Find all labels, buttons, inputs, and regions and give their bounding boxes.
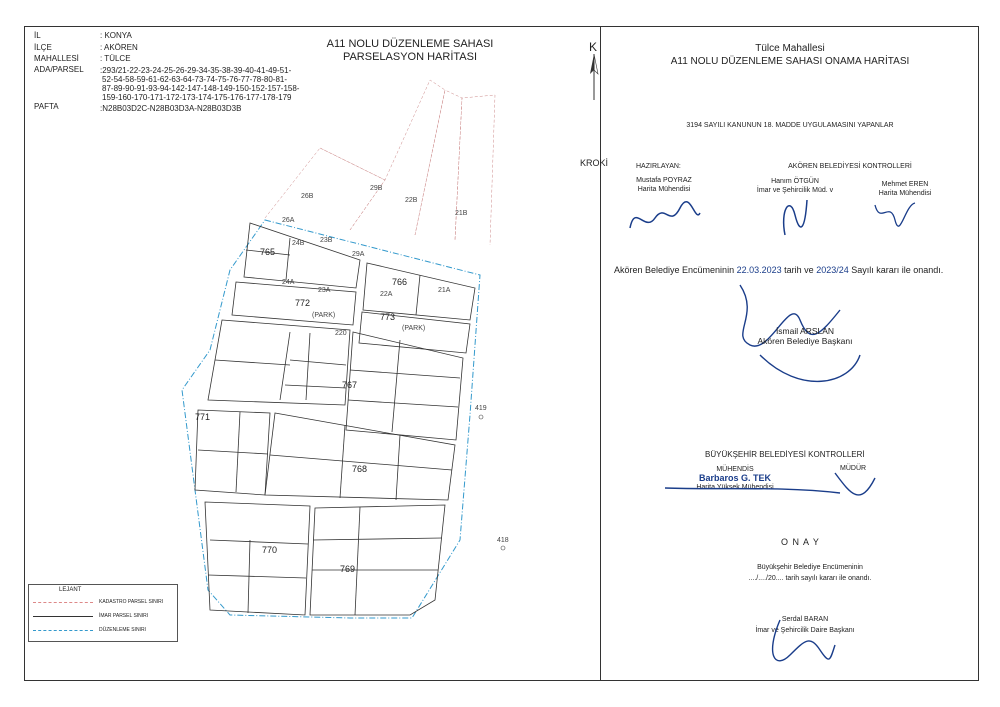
road-220: 220: [335, 330, 347, 337]
decision-mid: tarih ve: [784, 265, 814, 275]
metro-p2-role: MÜDÜR: [840, 465, 867, 472]
legend-label: KADASTRO PARSEL SINIRI: [99, 599, 164, 605]
block-767: 767: [342, 380, 358, 390]
akoren-p1-name: Hanım ÖTGÜN: [771, 178, 819, 185]
legend-line-icon: [33, 616, 93, 617]
parcel-29A: 29A: [352, 251, 365, 258]
decision-line: [614, 265, 943, 275]
akoren-p1-title: İmar ve Şehircilik Müd. v: [756, 187, 834, 194]
right-title: [620, 42, 960, 68]
mayor-name: İsmail ARSLAN: [775, 326, 835, 336]
block-768: 768: [352, 464, 368, 474]
legend-title: LEJANT: [59, 587, 82, 593]
right-title-line2: A11 NOLU DÜZENLEME SAHASI ONAMA HARİTASI: [670, 56, 910, 67]
prepared-label: HAZIRLAYAN:: [636, 163, 681, 170]
right-title-line1: Tülce Mahallesi: [755, 43, 825, 54]
parcel-24B: 24B: [292, 240, 305, 247]
prepared-title: Harita Mühendisi: [637, 186, 691, 193]
decision-suffix: Sayılı kararı ile onandı.: [851, 265, 944, 275]
parcel-22A: 22A: [380, 291, 393, 298]
approval-line2: ..../..../20.... tarih sayılı kararı ile onandı.: [748, 575, 872, 582]
mayor-title: Akören Belediye Başkanı: [757, 336, 853, 346]
metro-controls-label: BÜYÜKŞEHİR BELEDİYESİ KONTROLLERİ: [705, 450, 865, 459]
legend-line-icon: [33, 630, 93, 631]
legend-item-cadastre: [33, 599, 163, 605]
ada-line3: 87-89-90-91-93-94-142-147-148-149-150-152-157-158-: [102, 84, 300, 93]
point-418: 418: [497, 537, 509, 544]
map-title-line2: PARSELASYON HARİTASI: [342, 51, 478, 63]
signature-metro: [660, 468, 890, 518]
parcel-23B: 23B: [320, 237, 333, 244]
metro-p1-name: Barbaros G. TEK: [698, 473, 772, 483]
decision-prefix: Akören Belediye Encümeninin: [614, 265, 735, 275]
approval-line1: Büyükşehir Belediye Encümeninin: [757, 564, 863, 571]
il-label: İL: [34, 31, 41, 40]
ada-label: ADA/PARSEL: [34, 65, 84, 74]
block-773: 773: [380, 312, 396, 322]
signature-poyraz: [625, 198, 705, 238]
kroki-label: KROKİ: [580, 158, 609, 168]
mahalle-value: : TÜLCE: [100, 54, 131, 63]
approval-label: O N A Y: [781, 537, 820, 547]
block-771: 771: [195, 412, 211, 422]
ilce-label: İLÇE: [34, 43, 52, 52]
parcel-21B: 21B: [455, 210, 468, 217]
legend-item-regulation: [33, 627, 146, 633]
il-value: : KONYA: [100, 31, 132, 40]
parcel-26B: 26B: [301, 193, 314, 200]
park-label-1: (PARK): [312, 312, 336, 319]
sheet-divider: [600, 26, 601, 681]
legend-label: DÜZENLEME SINIRI: [99, 627, 146, 633]
parcel-26A: 26A: [282, 217, 295, 224]
regulation-boundary: [182, 220, 480, 618]
signature-eren: [870, 195, 920, 230]
map-title: [305, 38, 515, 64]
pafta-label: PAFTA: [34, 102, 59, 111]
ada-line1: :293/21-22-23-24-25-26-29-34-35-38-39-40-41-49-51-: [100, 66, 292, 75]
prepared-person: [614, 176, 714, 194]
ilce-value: : AKÖREN: [100, 43, 138, 52]
north-arrow-icon: [584, 52, 604, 102]
block-772: 772: [295, 298, 311, 308]
legend-box: [28, 584, 178, 642]
metro-p1-role: MÜHENDİS: [716, 466, 754, 473]
legend-item-zoning: [33, 613, 148, 619]
upper-cadastral-strips: [265, 80, 495, 245]
parcel-21A: 21A: [438, 287, 451, 294]
point-418-marker: [501, 546, 505, 550]
approval-name: Serdal BARAN: [781, 616, 829, 623]
pafta-value: :N28B03D2C-N28B03D3A-N28B03D3B: [100, 104, 242, 113]
map-title-line1: A11 NOLU DÜZENLEME SAHASI: [326, 38, 494, 50]
legend-label: İMAR PARSEL SINIRI: [99, 613, 149, 619]
prepared-name: Mustafa POYRAZ: [636, 177, 692, 184]
akoren-controls-label: AKÖREN BELEDİYESİ KONTROLLERİ: [788, 163, 912, 170]
legend-line-icon: [33, 602, 93, 603]
block-765: 765: [260, 247, 276, 257]
parcel-29B: 29B: [370, 185, 383, 192]
parcel-22B: 22B: [405, 197, 418, 204]
north-label: K: [589, 40, 598, 54]
block-766: 766: [392, 277, 408, 287]
mayor-block: [735, 326, 875, 346]
approval-title: İmar ve Şehircilik Daire Başkanı: [755, 627, 855, 634]
signature-baran: [750, 615, 840, 675]
parcel-map: [170, 70, 509, 630]
block-769: 769: [340, 564, 356, 574]
akoren-p2-name: Mehmet EREN: [881, 181, 929, 188]
decision-date: 22.03.2023: [736, 265, 782, 275]
park-label-2: (PARK): [402, 325, 426, 332]
signature-otgun: [775, 190, 815, 240]
approval-text: [700, 562, 920, 584]
ada-line2: 52-54-58-59-61-62-63-64-73-74-75-76-77-78-80-81-: [102, 75, 287, 84]
metro-p1-title: Harita Yüksek Mühendisi: [696, 484, 774, 491]
ada-line4: 159-160-170-171-172-173-174-175-176-177-178-179: [102, 93, 292, 102]
law-text: 3194 SAYILI KANUNUN 18. MADDE UYGULAMASINI YAPANLAR: [686, 122, 894, 129]
mahalle-label: MAHALLESİ: [34, 54, 79, 63]
zoning-blocks: [195, 223, 475, 615]
parcel-24A: 24A: [282, 279, 295, 286]
point-419-marker: [479, 415, 483, 419]
decision-no: 2023/24: [816, 265, 849, 275]
point-419: 419: [475, 405, 487, 412]
block-770: 770: [262, 545, 278, 555]
akoren-p2-title: Harita Mühendisi: [878, 190, 932, 197]
parcel-23A: 23A: [318, 287, 331, 294]
